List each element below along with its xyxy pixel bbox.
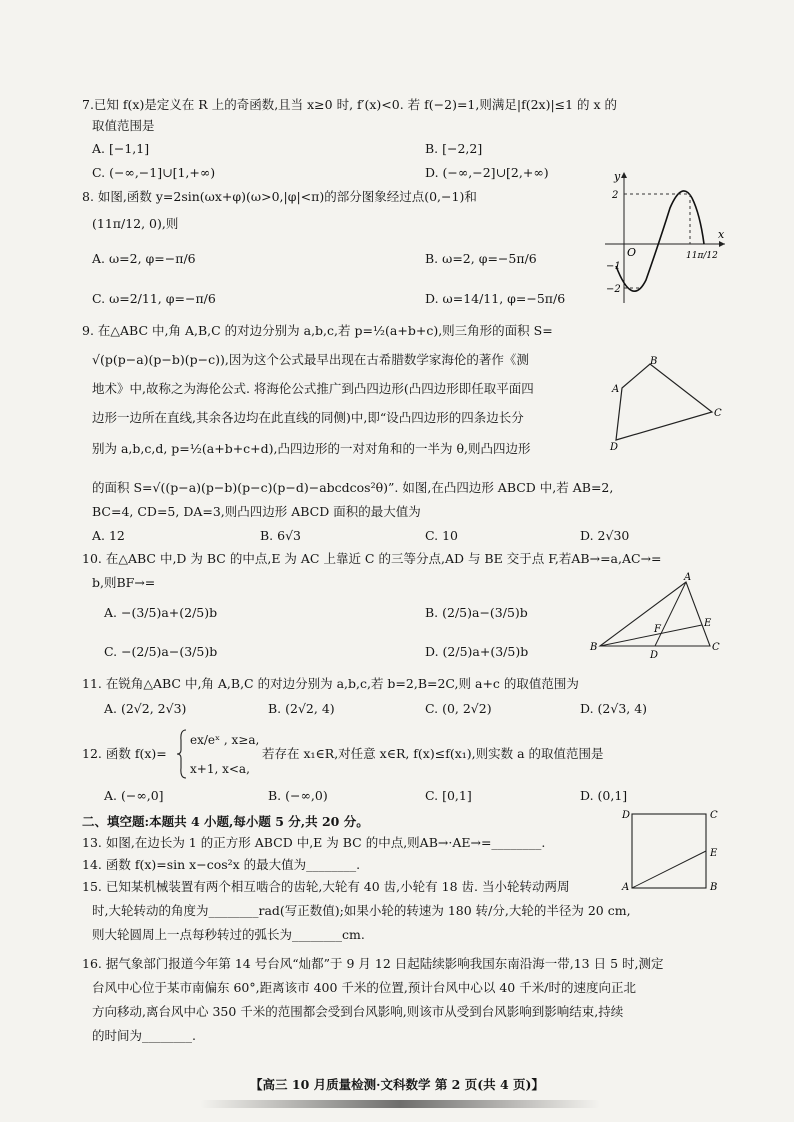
y-axis-arrow xyxy=(621,172,627,178)
q10-triangle-figure xyxy=(588,570,724,660)
q11-option-d: D. (2√3, 4) xyxy=(580,701,648,716)
q9-option-d: D. 2√30 xyxy=(580,528,630,543)
label-c: C xyxy=(714,408,722,419)
q12-option-c: C. [0,1] xyxy=(425,788,472,803)
q9-stem-line4: 边形一边所在直线,其余各边均在此直线的同侧)中,即“设凸四边形的四条边长分 xyxy=(92,410,524,425)
label-a: A xyxy=(622,882,630,892)
q15-stem-line3: 则大轮圆周上一点每秒转过的弧长为________cm. xyxy=(92,927,365,942)
q12-case-1: ex/eˣ , x≥a, xyxy=(190,733,260,747)
q9-stem-line5: 别为 a,b,c,d, p=½(a+b+c+d),凸四边形的一对对角和的一半为 θ,则凸四边形 xyxy=(92,441,531,456)
q8-option-d: D. ω=14/11, φ=−5π/6 xyxy=(425,291,566,306)
label-d: D xyxy=(650,650,659,660)
tick-11pi-12: 11π/12 xyxy=(686,251,718,261)
tick-2: 2 xyxy=(612,190,619,201)
q10-option-b: B. (2/5)a−(3/5)b xyxy=(425,605,528,620)
q16-stem-line1: 16. 据气象部门报道今年第 14 号台风“灿都”于 9 月 12 日起陆续影响我国东南沿海一带,13 日 5 时,测定 xyxy=(82,956,664,971)
label-e: E xyxy=(710,848,718,859)
q15-stem-line2: 时,大轮转动的角度为________rad(写正数值);如果小轮的转速为 180 转/分,大轮的半径为 20 cm, xyxy=(92,903,631,918)
q12-case-2: x+1, x<a, xyxy=(190,762,250,776)
segment-ae xyxy=(632,851,706,888)
square-abcd xyxy=(632,814,706,888)
q13-stem: 13. 如图,在边长为 1 的正方形 ABCD 中,E 为 BC 的中点,则AB→·AE→=________. xyxy=(82,835,546,850)
q7-stem-line1: 7.已知 f(x)是定义在 R 上的奇函数,且当 x≥0 时, f′(x)<0. 若 f(−2)=1,则满足|f(2x)|≤1 的 x 的 xyxy=(82,97,618,112)
q16-stem-line2: 台风中心位于某市南偏东 60°,距离该市 400 千米的位置,预计台风中心以 40 千米/时的速度向正北 xyxy=(92,980,636,995)
tick-neg1: −1 xyxy=(606,261,621,272)
label-b: B xyxy=(710,882,718,892)
q9-option-a: A. 12 xyxy=(92,528,125,543)
q10-stem-line2: b,则BF→= xyxy=(92,575,156,590)
q9-stem-line1: 9. 在△ABC 中,角 A,B,C 的对边分别为 a,b,c,若 p=½(a+b+c),则三角形的面积 S= xyxy=(82,323,553,338)
label-c: C xyxy=(712,642,720,653)
q10-option-a: A. −(3/5)a+(2/5)b xyxy=(104,605,218,620)
label-a: A xyxy=(684,572,692,583)
scan-smudge xyxy=(200,1100,600,1108)
triangle-abc xyxy=(600,582,710,646)
label-b: B xyxy=(590,642,598,653)
label-d: D xyxy=(622,810,631,821)
q7-option-d: D. (−∞,−2]∪[2,+∞) xyxy=(425,165,549,180)
tick-neg2: −2 xyxy=(606,284,621,295)
x-label: x xyxy=(718,228,725,241)
section2-heading: 二、填空题:本题共 4 小题,每小题 5 分,共 20 分。 xyxy=(82,814,369,829)
q12-option-a: A. (−∞,0] xyxy=(104,788,164,803)
q12-stem-prefix: 12. 函数 f(x)= xyxy=(82,746,167,761)
q9-stem-line3: 地术》中,故称之为海伦公式. 将海伦公式推广到凸四边形(凸四边形即任取平面四 xyxy=(92,381,534,396)
q11-option-a: A. (2√2, 2√3) xyxy=(104,701,187,716)
label-d: D xyxy=(610,442,619,453)
origin-label: O xyxy=(627,246,637,259)
q7-stem-line2: 取值范围是 xyxy=(92,118,155,133)
q11-stem-line1: 11. 在锐角△ABC 中,角 A,B,C 的对边分别为 a,b,c,若 b=2,B=2C,则 a+c 的取值范围为 xyxy=(82,676,579,691)
quadrilateral-abcd xyxy=(616,364,712,440)
q8-stem-line2: (11π/12, 0),则 xyxy=(92,216,179,231)
q16-stem-line4: 的时间为________. xyxy=(92,1028,196,1043)
label-b: B xyxy=(650,356,658,367)
q9-option-c: C. 10 xyxy=(425,528,458,543)
y-label: y xyxy=(614,170,621,183)
q15-stem-line1: 15. 已知某机械装置有两个相互啮合的齿轮,大轮有 40 齿,小轮有 18 齿. 当小轮转动两周 xyxy=(82,879,570,894)
q7-option-a: A. [−1,1] xyxy=(92,141,150,156)
q12-stem-tail: 若存在 x₁∈R,对任意 x∈R, f(x)≤f(x₁),则实数 a 的取值范围是 xyxy=(262,746,604,761)
q11-option-c: C. (0, 2√2) xyxy=(425,701,492,716)
brace-path xyxy=(177,730,186,778)
q12-piecewise-brace xyxy=(176,728,188,780)
x-axis-arrow xyxy=(719,241,725,247)
q9-stem-line6: 的面积 S=√((p−a)(p−b)(p−c)(p−d)−abcdcos²θ)”. 如图,在凸四边形 ABCD 中,若 AB=2, xyxy=(92,480,614,495)
label-f: F xyxy=(654,624,661,635)
q12-option-d: D. (0,1] xyxy=(580,788,628,803)
q9-stem-line7: BC=4, CD=5, DA=3,则凸四边形 ABCD 面积的最大值为 xyxy=(92,504,421,519)
q8-sine-graph xyxy=(600,168,730,308)
q8-option-c: C. ω=2/11, φ=−π/6 xyxy=(92,291,216,306)
q16-stem-line3: 方向移动,离台风中心 350 千米的范围都会受到台风影响,则该市从受到台风影响到影响结束,持续 xyxy=(92,1004,624,1019)
q8-option-a: A. ω=2, φ=−π/6 xyxy=(92,251,196,266)
label-e: E xyxy=(704,618,712,629)
q7-option-b: B. [−2,2] xyxy=(425,141,483,156)
segment-ad xyxy=(655,582,686,646)
q8-option-b: B. ω=2, φ=−5π/6 xyxy=(425,251,537,266)
q13-square-figure xyxy=(618,806,726,892)
q10-stem-line1: 10. 在△ABC 中,D 为 BC 的中点,E 为 AC 上靠近 C 的三等分点,AD 与 BE 交于点 F,若AB→=a,AC→= xyxy=(82,551,662,566)
q9-stem-line2: √(p(p−a)(p−b)(p−c)),因为这个公式最早出现在古希腊数学家海伦的著作《测 xyxy=(92,352,529,367)
q9-quadrilateral-figure xyxy=(606,354,726,454)
label-a: A xyxy=(612,384,620,395)
q10-option-c: C. −(2/5)a−(3/5)b xyxy=(104,644,218,659)
segment-be xyxy=(600,625,702,646)
q8-stem-line1: 8. 如图,函数 y=2sin(ωx+φ)(ω>0,|φ|<π)的部分图象经过点(0,−1)和 xyxy=(82,189,477,204)
page-footer: 【高三 10 月质量检测·文科数学 第 2 页(共 4 页)】 xyxy=(250,1077,544,1092)
q9-option-b: B. 6√3 xyxy=(260,528,302,543)
label-c: C xyxy=(710,810,718,821)
q7-option-c: C. (−∞,−1]∪[1,+∞) xyxy=(92,165,216,180)
sine-curve xyxy=(616,191,704,291)
q10-option-d: D. (2/5)a+(3/5)b xyxy=(425,644,529,659)
q14-stem: 14. 函数 f(x)=sin x−cos²x 的最大值为________. xyxy=(82,857,361,872)
q11-option-b: B. (2√2, 4) xyxy=(268,701,335,716)
q12-option-b: B. (−∞,0) xyxy=(268,788,328,803)
